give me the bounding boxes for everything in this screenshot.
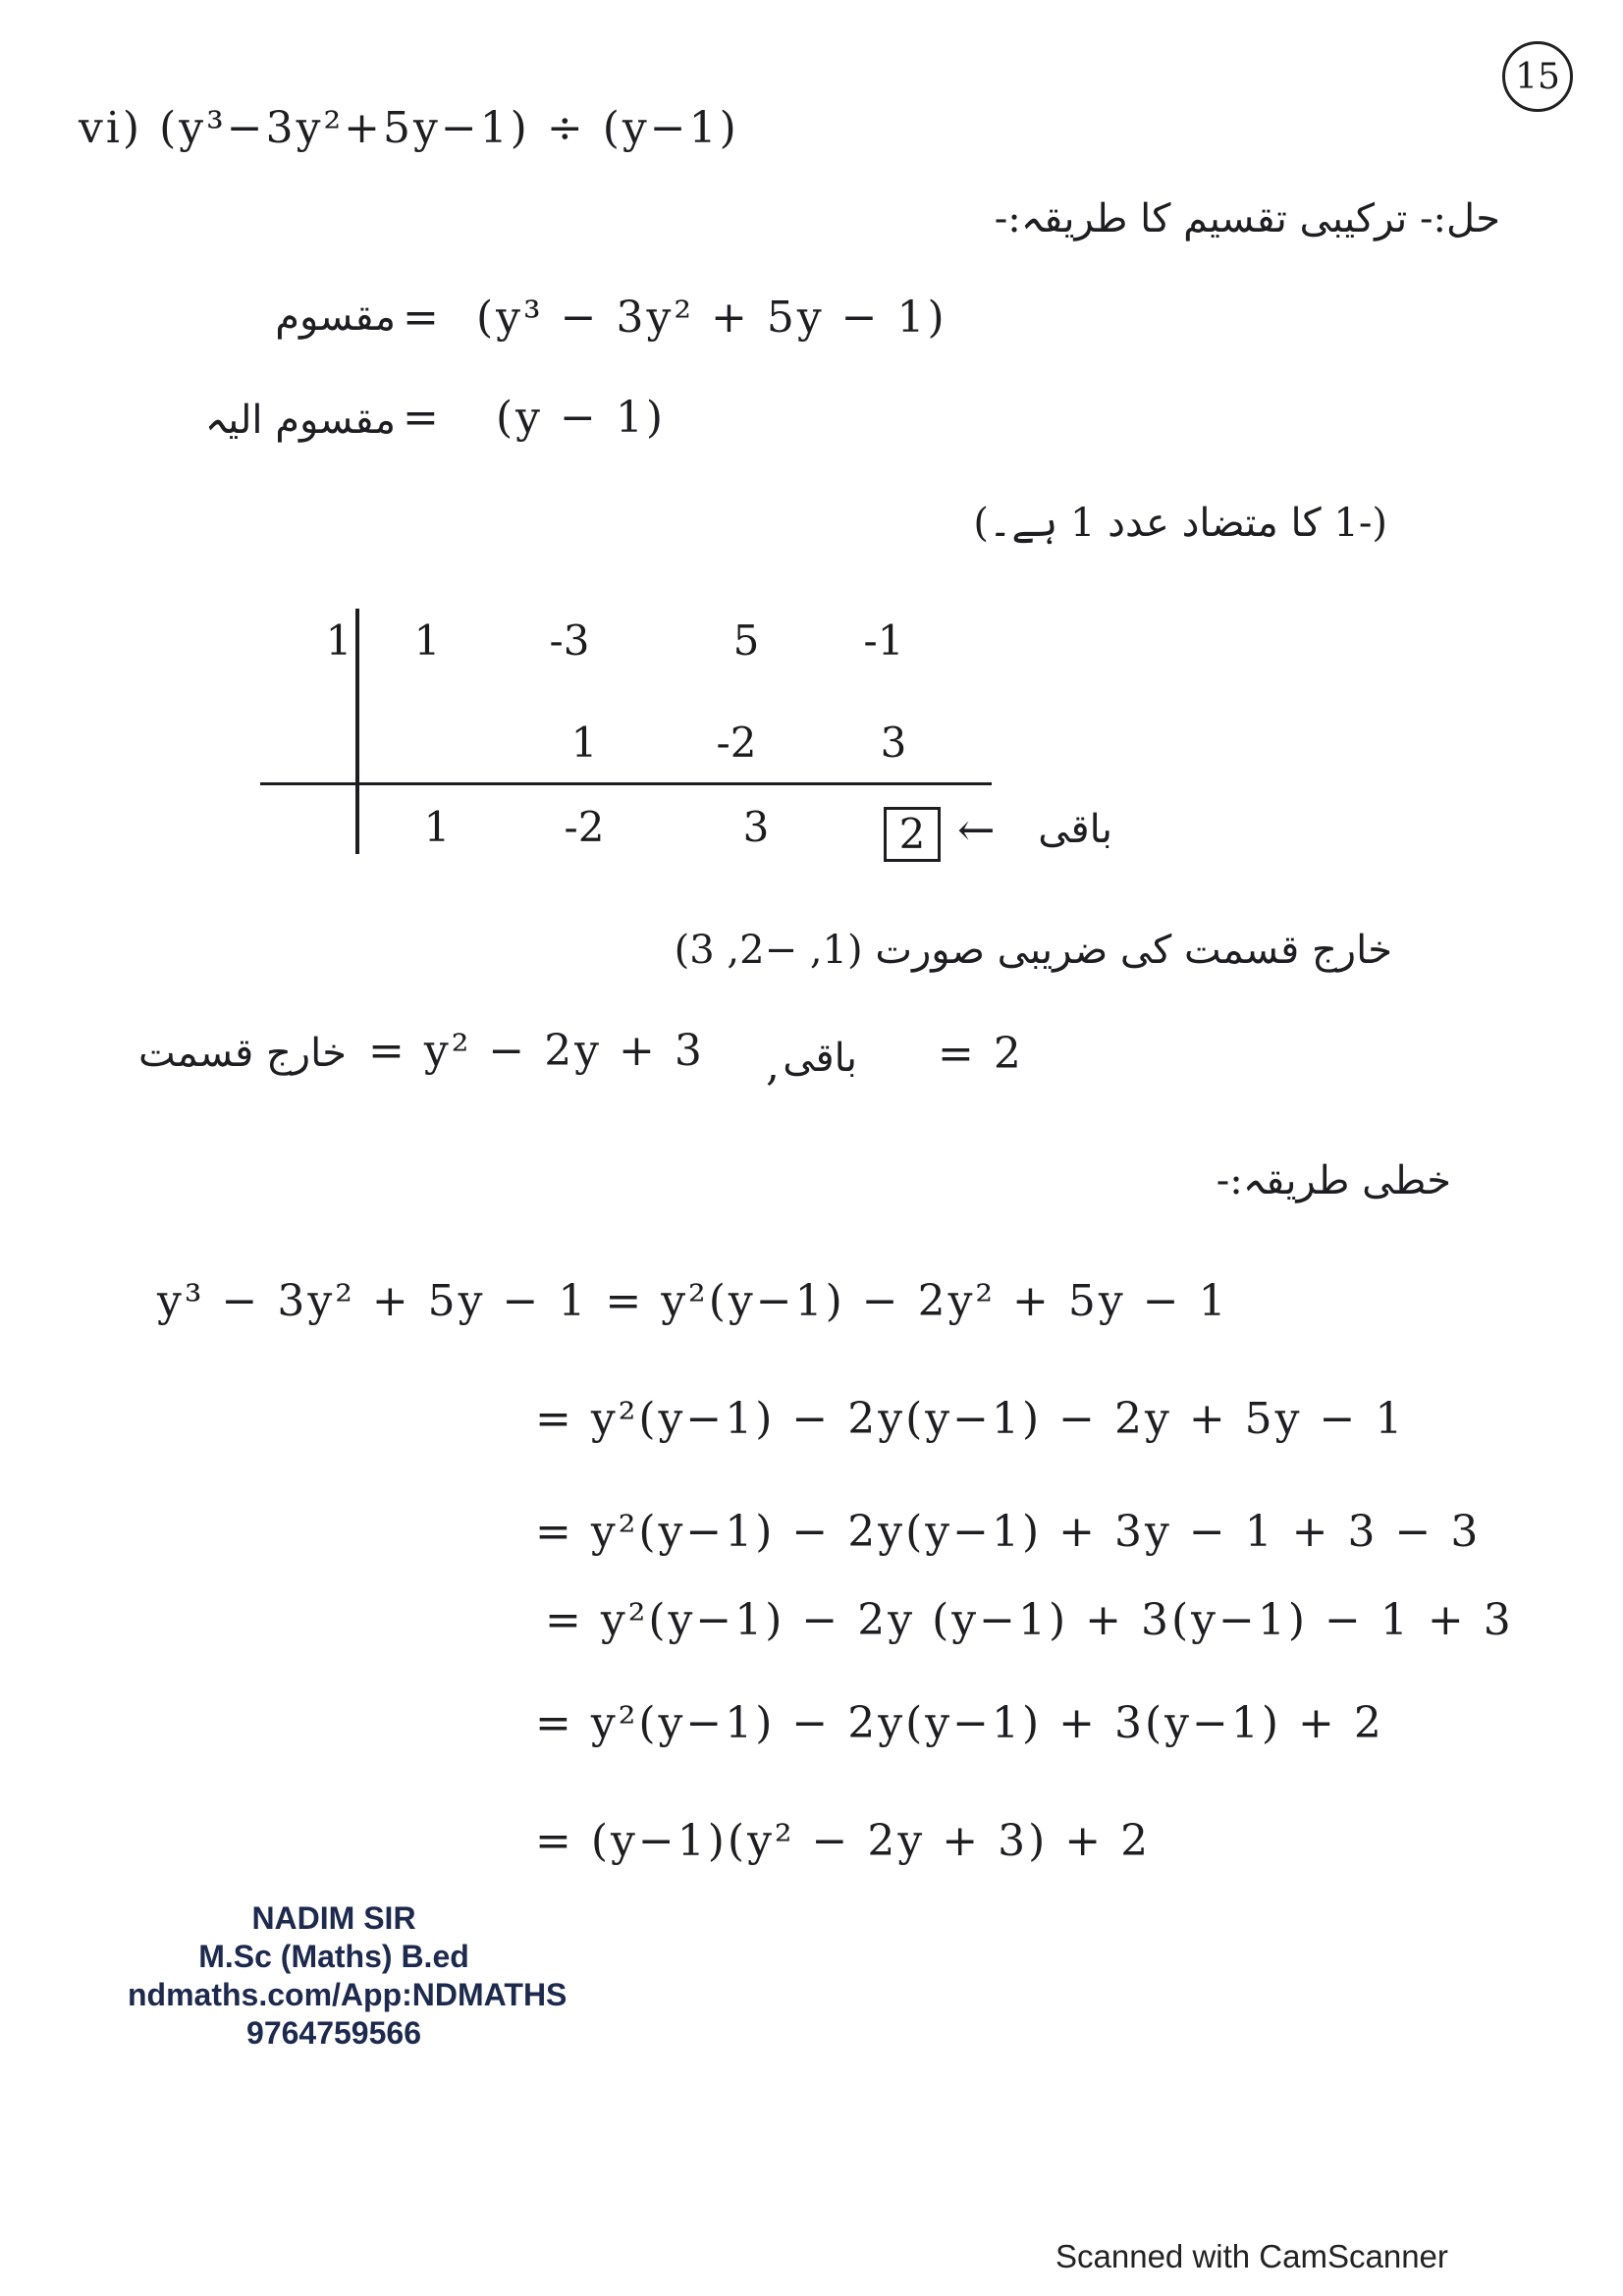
row3-cell: 1 (423, 803, 451, 851)
author-degree: M.Sc (Maths) B.ed (198, 1939, 469, 1974)
row3-cell: -2 (564, 803, 605, 851)
dividend-eq: = (403, 293, 442, 343)
solution-heading: حل:- ترکیبی تقسیم کا طریقہ:- (994, 196, 1500, 241)
linear-method-heading: خطی طریقہ:- (1216, 1158, 1451, 1203)
divisor-root: 1 (325, 616, 352, 665)
row2-cell: -2 (716, 719, 757, 767)
row2-cell: 1 (570, 719, 598, 767)
division-vertical-line (355, 609, 359, 854)
remainder-word: باقی (783, 1036, 857, 1081)
division-horizontal-line (260, 782, 992, 785)
row3-cell: 3 (742, 803, 770, 851)
opposite-number-note: (-1 کا متضاد عدد 1 ہے۔) (973, 501, 1387, 546)
comma-separator: , (766, 1041, 783, 1091)
row2-cell: 3 (880, 719, 907, 767)
question-text: vi) (y³−3y²+5y−1) ÷ (y−1) (79, 103, 739, 153)
page-number: 15 (1502, 41, 1573, 112)
row1-cell: -1 (863, 616, 904, 665)
remainder-expr: = 2 (938, 1029, 1024, 1079)
linear-step: = y²(y−1) − 2y(y−1) − 2y + 5y − 1 (535, 1394, 1406, 1444)
dividend-label: مقسوم (275, 294, 396, 340)
author-phone: 9764759566 (246, 2015, 421, 2051)
dividend-value: (y³ − 3y² + 5y − 1) (476, 293, 947, 343)
quotient-coefficients: خارج قسمت کی ضریبی صورت (1, −2, 3) (674, 928, 1392, 973)
linear-step: = y²(y−1) − 2y(y−1) + 3y − 1 + 3 − 3 (535, 1507, 1482, 1557)
remainder-arrow: ← (957, 803, 996, 856)
divisor-eq: = (403, 393, 442, 443)
remainder-label: باقی (1038, 807, 1112, 852)
divisor-label: مقسوم الیہ (204, 398, 396, 443)
remainder-box: 2 (884, 807, 941, 862)
row1-cell: 1 (413, 616, 441, 665)
author-name: NADIM SIR (251, 1900, 416, 1936)
author-website: ndmaths.com/App:NDMATHS (128, 1977, 568, 2012)
quotient-expr: = y² − 2y + 3 (368, 1026, 705, 1076)
scanner-watermark: Scanned with CamScanner (1055, 2238, 1448, 2274)
linear-step: = y²(y−1) − 2y (y−1) + 3(y−1) − 1 + 3 (545, 1595, 1514, 1645)
linear-step: = (y−1)(y² − 2y + 3) + 2 (535, 1816, 1152, 1866)
quotient-label: خارج قسمت (138, 1031, 347, 1076)
row1-cell: -3 (549, 616, 590, 665)
row1-cell: 5 (732, 616, 760, 665)
divisor-value: (y − 1) (496, 393, 667, 443)
linear-step: = y²(y−1) − 2y(y−1) + 3(y−1) + 2 (535, 1698, 1384, 1748)
author-credit (128, 1899, 568, 2053)
linear-step: y³ − 3y² + 5y − 1 = y²(y−1) − 2y² + 5y − 1 (157, 1276, 1229, 1326)
